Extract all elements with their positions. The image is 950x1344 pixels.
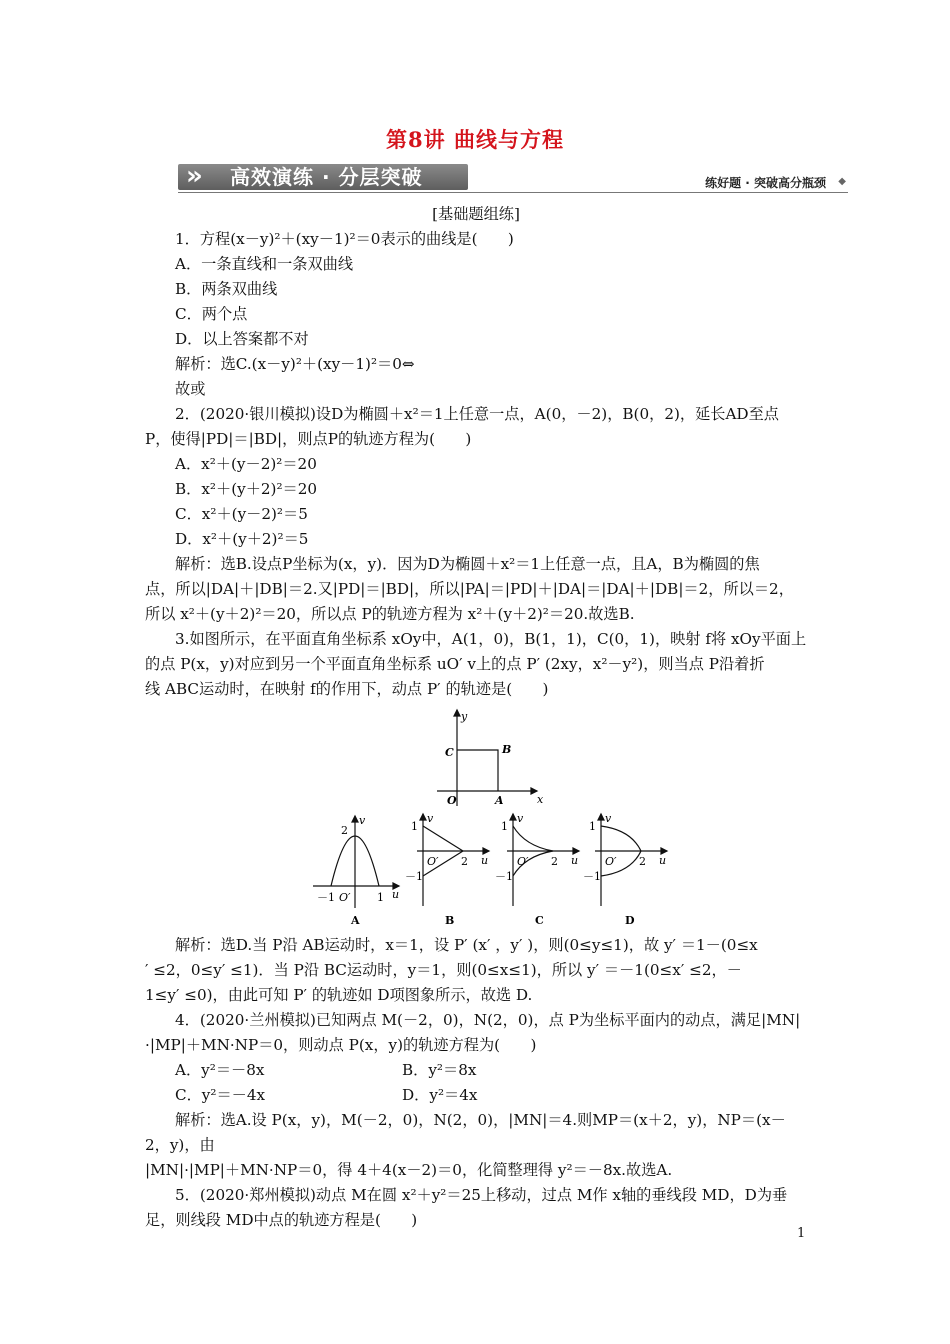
q4-option-b: B．y²＝8x bbox=[402, 1061, 477, 1079]
answer-2: 解析：选B.设点P坐标为(x，y)．因为D为椭圆＋x²＝1上任意一点，且A，B为椭圆的焦 bbox=[175, 555, 760, 573]
question-3-figure bbox=[145, 706, 807, 931]
option-b-mark-2: 2 bbox=[461, 855, 468, 868]
option-d-mark-1: 1 bbox=[589, 820, 596, 833]
question-1: 1．方程(x－y)²＋(xy－1)²＝0表示的曲线是( ) bbox=[175, 230, 514, 248]
option-a-mark-neg1: －1 bbox=[317, 891, 335, 904]
double-chevron-icon: » bbox=[186, 161, 203, 191]
option-b-u: u bbox=[481, 854, 489, 867]
question-3: 3.如图所示，在平面直角坐标系 xOy中，A(1，0)，B(1，1)，C(0，1)，映射 f将 xOy平面上 bbox=[175, 630, 807, 648]
diamond-icon: ◆ bbox=[838, 176, 846, 187]
question-4: 4．(2020·兰州模拟)已知两点 M(－2，0)，N(2，0)，点 P为坐标平面内的动点，满足|MN| bbox=[175, 1011, 801, 1029]
main-x-label: x bbox=[537, 793, 544, 806]
main-point-b: B bbox=[502, 743, 512, 756]
q2-option-d: D．x²＋(y＋2)²＝5 bbox=[175, 530, 309, 548]
question-5: 5．(2020·郑州模拟)动点 M在圆 x²＋y²＝25上移动，过点 M作 x轴的垂线段 MD，D为垂 bbox=[175, 1186, 788, 1204]
question-2: 2．(2020·银川模拟)设D为椭圆＋x²＝1上任意一点，A(0，－2)，B(0，2)，延长AD至点 bbox=[175, 405, 779, 423]
answer-3: 解析：选D.当 P沿 AB运动时，x＝1，设 P′ (x′ ，y′ )，则(0≤y≤1)，故 y′ ＝1－(0≤x bbox=[175, 936, 758, 954]
main-y-label: y bbox=[461, 710, 468, 723]
question-3-cont2: 线 ABC运动时，在映射 f的作用下，动点 P′ 的轨迹是( ) bbox=[145, 680, 549, 698]
option-d-v: v bbox=[605, 812, 612, 825]
q1-option-a: A．一条直线和一条双曲线 bbox=[175, 255, 354, 273]
question-2-cont: P，使得|PD|＝|BD|，则点P的轨迹方程为( ) bbox=[145, 430, 472, 448]
answer-1-cont: 故或 bbox=[175, 380, 206, 398]
option-c-mark-neg1: －1 bbox=[495, 870, 513, 883]
q4-option-a: A．y²＝－8x bbox=[175, 1061, 265, 1079]
option-c-mark-1: 1 bbox=[501, 820, 508, 833]
option-c-u: u bbox=[571, 854, 579, 867]
page-number: 1 bbox=[797, 1226, 806, 1241]
option-c-v: v bbox=[517, 812, 524, 825]
answer-4: 解析：选A.设 P(x，y)，M(－2，0)，N(2，0)，|MN|＝4.则MP＝(x＋2，y)，NP＝(x－2，y)，由 bbox=[145, 1111, 786, 1154]
question-5-cont: 足，则线段 MD中点的轨迹方程是( ) bbox=[145, 1211, 418, 1229]
main-point-c: C bbox=[445, 746, 454, 759]
main-point-a: A bbox=[495, 794, 504, 807]
option-c-origin: O′ bbox=[517, 855, 529, 868]
section-banner bbox=[178, 162, 850, 196]
answer-2-cont1: 点，所以|DA|＋|DB|＝2.又|PD|＝|BD|，所以|PA|＝|PD|＋|DA|＝|DA|＋|DB|＝2，所以＝2， bbox=[145, 580, 794, 598]
option-c-label: C bbox=[535, 914, 544, 927]
option-a-mark-1: 1 bbox=[377, 891, 384, 904]
section-heading: [基础题组练] bbox=[432, 205, 520, 223]
option-b-mark-1: 1 bbox=[411, 820, 418, 833]
question-4-cont: ·|MP|＋MN·NP＝0，则动点 P(x，y)的轨迹方程为( ) bbox=[145, 1036, 537, 1054]
question-3-cont1: 的点 P(x，y)对应到另一个平面直角坐标系 uO′ v上的点 P′ (2xy，x²－y²)，则当点 P沿着折 bbox=[145, 655, 765, 673]
answer-2-cont2: 所以 x²＋(y＋2)²＝20，所以点 P的轨迹方程为 x²＋(y＋2)²＝20.故选B. bbox=[145, 605, 635, 623]
option-d-mark-2: 2 bbox=[639, 855, 646, 868]
q2-option-b: B．x²＋(y＋2)²＝20 bbox=[175, 480, 318, 498]
banner-title: 高效演练 · 分层突破 bbox=[230, 165, 423, 189]
option-a-label: A bbox=[351, 914, 360, 927]
answer-1: 解析：选C.(x－y)²＋(xy－1)²＝0⇔ bbox=[175, 355, 415, 373]
banner-slogan: 练好题 · 突破高分瓶颈 bbox=[705, 176, 826, 190]
option-d-label: D bbox=[625, 914, 635, 927]
option-d-origin: O′ bbox=[605, 855, 617, 868]
q2-option-c: C．x²＋(y－2)²＝5 bbox=[175, 505, 308, 523]
option-b-origin: O′ bbox=[427, 855, 439, 868]
q1-option-b: B．两条双曲线 bbox=[175, 280, 278, 298]
option-a-v: v bbox=[359, 814, 366, 827]
q4-options-row-2 bbox=[145, 1083, 807, 1108]
page-title: 第8讲 曲线与方程 bbox=[386, 127, 564, 152]
banner-rule bbox=[178, 192, 848, 193]
option-a-u: u bbox=[392, 888, 400, 901]
option-a-mark-2: 2 bbox=[341, 824, 348, 837]
option-b-v: v bbox=[427, 812, 434, 825]
q2-option-a: A．x²＋(y－2)²＝20 bbox=[175, 455, 317, 473]
option-b-mark-neg1: －1 bbox=[405, 870, 423, 883]
main-origin-label: O bbox=[447, 794, 457, 807]
answer-3-cont2: 1≤y′ ≤0)，由此可知 P′ 的轨迹如 D项图象所示，故选 D. bbox=[145, 986, 533, 1004]
answer-3-cont1: ′ ≤2，0≤y′ ≤1)．当 P沿 BC运动时，y＝1，则(0≤x≤1)，所以 y′ ＝－1(0≤x′ ≤2，－ bbox=[145, 961, 742, 979]
q1-option-c: C．两个点 bbox=[175, 305, 248, 323]
option-c-mark-2: 2 bbox=[551, 855, 558, 868]
answer-4-cont: |MN|·|MP|＋MN·NP＝0，得 4＋4(x－2)＝0，化简整理得 y²＝－8x.故选A. bbox=[145, 1161, 673, 1179]
document-body bbox=[145, 202, 807, 1233]
option-b-label: B bbox=[445, 914, 455, 927]
option-d-u: u bbox=[659, 854, 667, 867]
q4-option-d: D．y²＝4x bbox=[402, 1086, 478, 1104]
q4-option-c: C．y²＝－4x bbox=[175, 1086, 266, 1104]
option-a-origin: O′ bbox=[339, 891, 351, 904]
q1-option-d: D．以上答案都不对 bbox=[175, 330, 309, 348]
option-d-mark-neg1: －1 bbox=[583, 870, 601, 883]
q4-options-row-1 bbox=[145, 1058, 807, 1083]
